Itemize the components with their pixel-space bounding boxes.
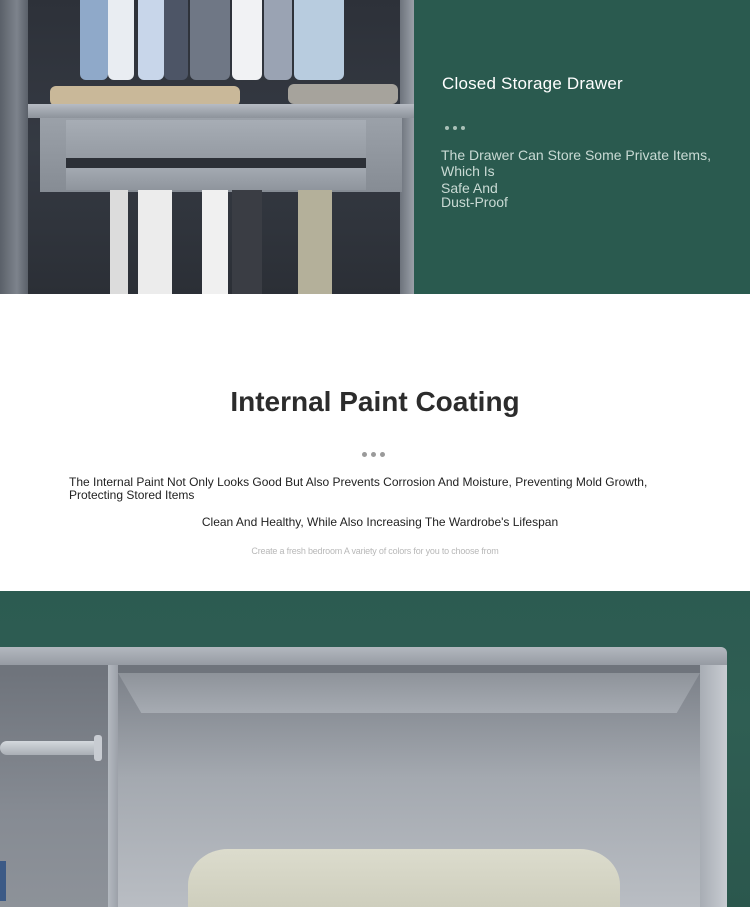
banner-description-continued (441, 181, 741, 209)
drawer-lip (66, 168, 366, 190)
hanging-trousers (138, 190, 172, 294)
cabinet-compartment-left (0, 673, 108, 907)
banner-description: The Drawer Can Store Some Private Items, Which Is (441, 147, 711, 179)
folded-clothes (288, 84, 398, 104)
drawer-front (66, 120, 366, 158)
banner-text-block (441, 0, 741, 294)
hanging-shirt (108, 0, 134, 80)
hanging-shirt (264, 0, 292, 80)
paint-coating-section (0, 294, 750, 591)
section-tagline: Create a fresh bedroom A variety of colors for you to choose from (251, 546, 499, 556)
banner-description-line: Dust-Proof (441, 194, 508, 210)
section-description-secondary: Clean And Healthy, While Also Increasing The Wardrobe's Lifespan (201, 515, 559, 529)
folded-clothes (50, 86, 240, 106)
hanging-trousers (298, 190, 332, 294)
section-heading: Internal Paint Coating (230, 386, 520, 417)
hanging-trousers (232, 190, 262, 294)
cabinet-top-shadow (0, 665, 700, 673)
wardrobe-frame-left (0, 0, 28, 294)
hanging-shirt (138, 0, 164, 80)
drawer-handle-slot (66, 158, 366, 168)
ellipsis-dots-icon (445, 126, 469, 144)
banner-title: Closed Storage Drawer (442, 74, 623, 93)
ellipsis-dots-icon (0, 452, 750, 470)
hanging-garment (0, 861, 6, 901)
wardrobe-interior-photo (0, 591, 750, 907)
cabinet-divider (108, 665, 118, 907)
cabinet-side-panel (700, 665, 727, 907)
hanging-shirt (80, 0, 108, 80)
section-description: The Internal Paint Not Only Looks Good But Also Prevents Corrosion And Moisture, Preventing Mold Growth, Protecting Stored Items (69, 475, 648, 502)
hanging-trousers (110, 190, 128, 294)
cabinet-top-panel (0, 647, 727, 665)
drawer-feature-banner (0, 0, 750, 294)
hanging-shirt (294, 0, 344, 80)
hanging-jacket (164, 0, 188, 80)
cabinet-ceiling (118, 673, 700, 713)
rail-bracket (94, 735, 102, 761)
banner-description-line: Safe And (441, 180, 498, 196)
hanging-shirt (232, 0, 262, 80)
wardrobe-drawer-photo (0, 0, 414, 294)
wardrobe-frame-right (400, 0, 414, 294)
hanging-rail (0, 741, 100, 755)
hanging-jacket (190, 0, 230, 80)
pillow (188, 849, 620, 907)
hanging-trousers (202, 190, 228, 294)
wardrobe-shelf (28, 104, 414, 118)
